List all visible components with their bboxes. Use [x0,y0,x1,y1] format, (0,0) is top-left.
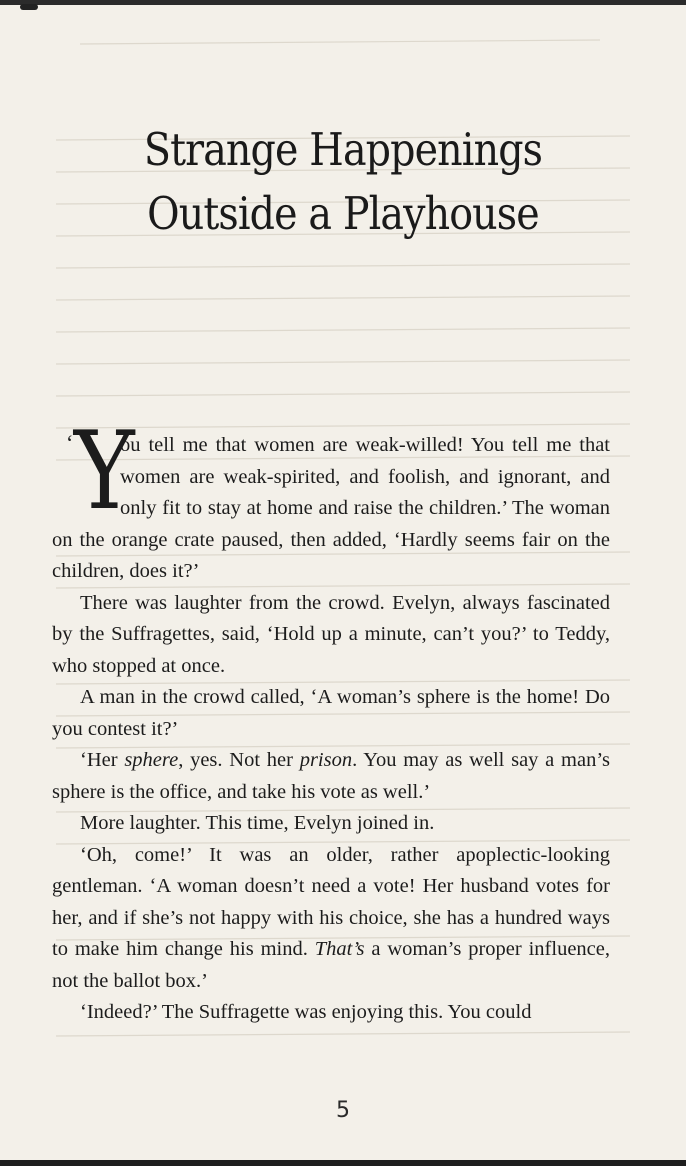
paragraph-4-text-c: . You may as well say a man’s sphere is the office, and take his vote as well.’ [52,749,610,803]
paragraph-4-text-b: , yes. Not her [178,749,300,771]
paragraph-2: There was laughter from the crowd. Evelyn, always fascinated by the Suffragettes, said, ‘Hold up a minute, can’t you?’ to Teddy, who stopped at once. [52,591,610,677]
page-edge-mark [20,4,38,10]
dropcap-letter: Y [74,409,135,534]
paragraph-6-emphasis-a: That’s [314,938,365,960]
paragraph-4-emphasis-a: sphere [124,749,179,771]
chapter-title-line-1: Strange Happenings [143,123,543,176]
paragraph-5: More laughter. This time, Evelyn joined in. [80,812,435,834]
chapter-title [60,118,626,246]
paragraph-1 [52,409,610,588]
paragraph-3: A man in the crowd called, ‘A woman’s sphere is the home! Do you contest it?’ [52,686,610,740]
chapter-title-line-2: Outside a Playhouse [147,187,539,240]
paragraph-1-text: ou tell me that women are weak-willed! You tell me that women are weak-spirited, and foolish, and ignorant, and only fit to stay at home and raise the children.’ The woman on the orange crate paused, then added, ‘Hardly seems fair on the children, does it?’ [52,434,610,582]
paragraph-4-text-a: ‘Her [80,749,125,771]
dropcap-quote: ‘ [66,430,74,455]
paragraph-4 [52,745,610,808]
paragraph-6-text-b: a woman’s proper influence, not the ballot box.’ [52,938,610,992]
body-text [52,409,610,1029]
page-bottom-edge [0,1160,686,1166]
paragraph-6 [52,840,610,998]
page-number: 5 [336,1098,350,1123]
paragraph-6-text-a: ‘Oh, come!’ It was an older, rather apoplectic-looking gentleman. ‘A woman doesn’t need a vote! Her husband votes for her, and if she’s not happy with his choice, she has a hundred ways to make him change his mind. [52,843,610,960]
paragraph-7: ‘Indeed?’ The Suffragette was enjoying this. You could [80,1001,532,1023]
paragraph-4-emphasis-b: prison [299,749,353,771]
dropcap [52,409,135,534]
page-top-edge [0,0,686,5]
